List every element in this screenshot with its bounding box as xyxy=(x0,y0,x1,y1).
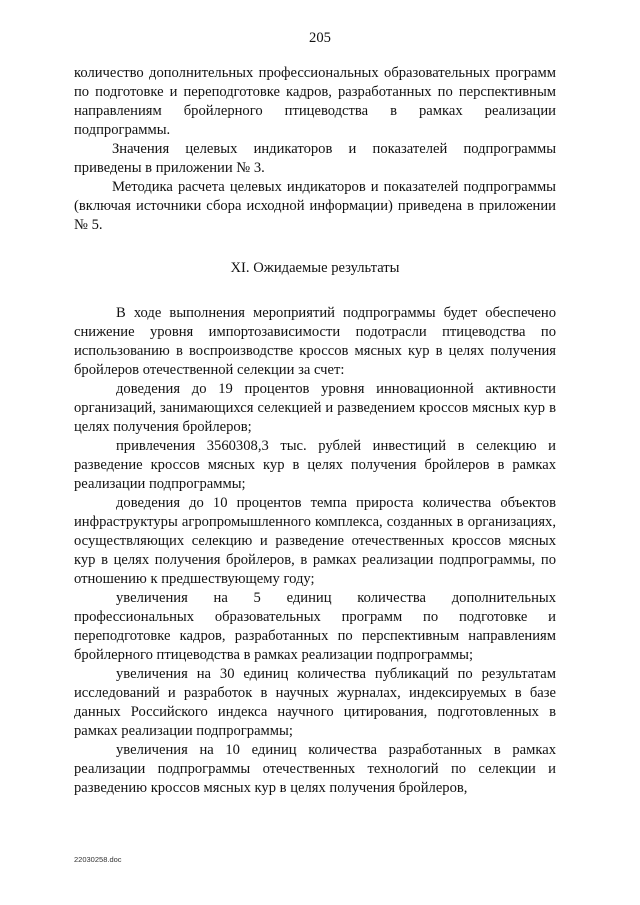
file-name-footer: 22030258.doc xyxy=(74,855,122,864)
result-item: привлечения 3560308,3 тыс. рублей инвестиций в селекцию и разведение кроссов мясных кур в целях получения бройлеров в рамках реализации подпрограммы; xyxy=(74,438,556,492)
page-content xyxy=(74,64,556,798)
section-heading: XI. Ожидаемые результаты xyxy=(230,260,400,276)
results-intro-paragraph: В ходе выполнения мероприятий подпрограммы будет обеспечено снижение уровня импортозависимости подотрасли птицеводства по использованию в воспроизводстве кроссов мясных кур в целях получения бройлеров отечественной селекции за счет: xyxy=(74,305,556,378)
result-item: доведения до 10 процентов темпа прироста количества объектов инфраструктуры агропромышленного комплекса, созданных в организациях, осуществляющих селекцию и разведение отечественных кроссов мясных кур в целях получения бройлеров, в рамках реализации подпрограммы, по отношению к предшествующему году; xyxy=(74,495,556,587)
page-number: 205 xyxy=(309,30,331,46)
result-item: доведения до 19 процентов уровня инновационной активности организаций, занимающихся селекцией и разведением кроссов мясных кур в целях получения бройлеров; xyxy=(74,381,556,435)
continued-paragraph: количество дополнительных профессиональных образовательных программ по подготовке и переподготовке кадров, разработанных по перспективным направлениям бройлерного птицеводства в рамках реализации подпрограммы. xyxy=(74,65,556,138)
paragraph-indicators-values: Значения целевых индикаторов и показателей подпрограммы приведены в приложении № 3. xyxy=(74,141,556,176)
result-item: увеличения на 5 единиц количества дополнительных профессиональных образовательных программ по подготовке и переподготовке кадров, разработанных по перспективным направлениям бройлерного птицеводства в рамках реализации подпрограммы; xyxy=(74,590,556,663)
result-item: увеличения на 10 единиц количества разработанных в рамках реализации подпрограммы отечественных технологий по селекции и разведению кроссов мясных кур в целях получения бройлеров, xyxy=(74,742,556,796)
result-item: увеличения на 30 единиц количества публикаций по результатам исследований и разработок в научных журналах, индексируемых в базе данных Российского индекса научного цитирования, подготовленных в рамках реализации подпрограммы; xyxy=(74,666,556,739)
paragraph-indicators-method: Методика расчета целевых индикаторов и показателей подпрограммы (включая источники сбора исходной информации) приведена в приложении № 5. xyxy=(74,179,556,233)
